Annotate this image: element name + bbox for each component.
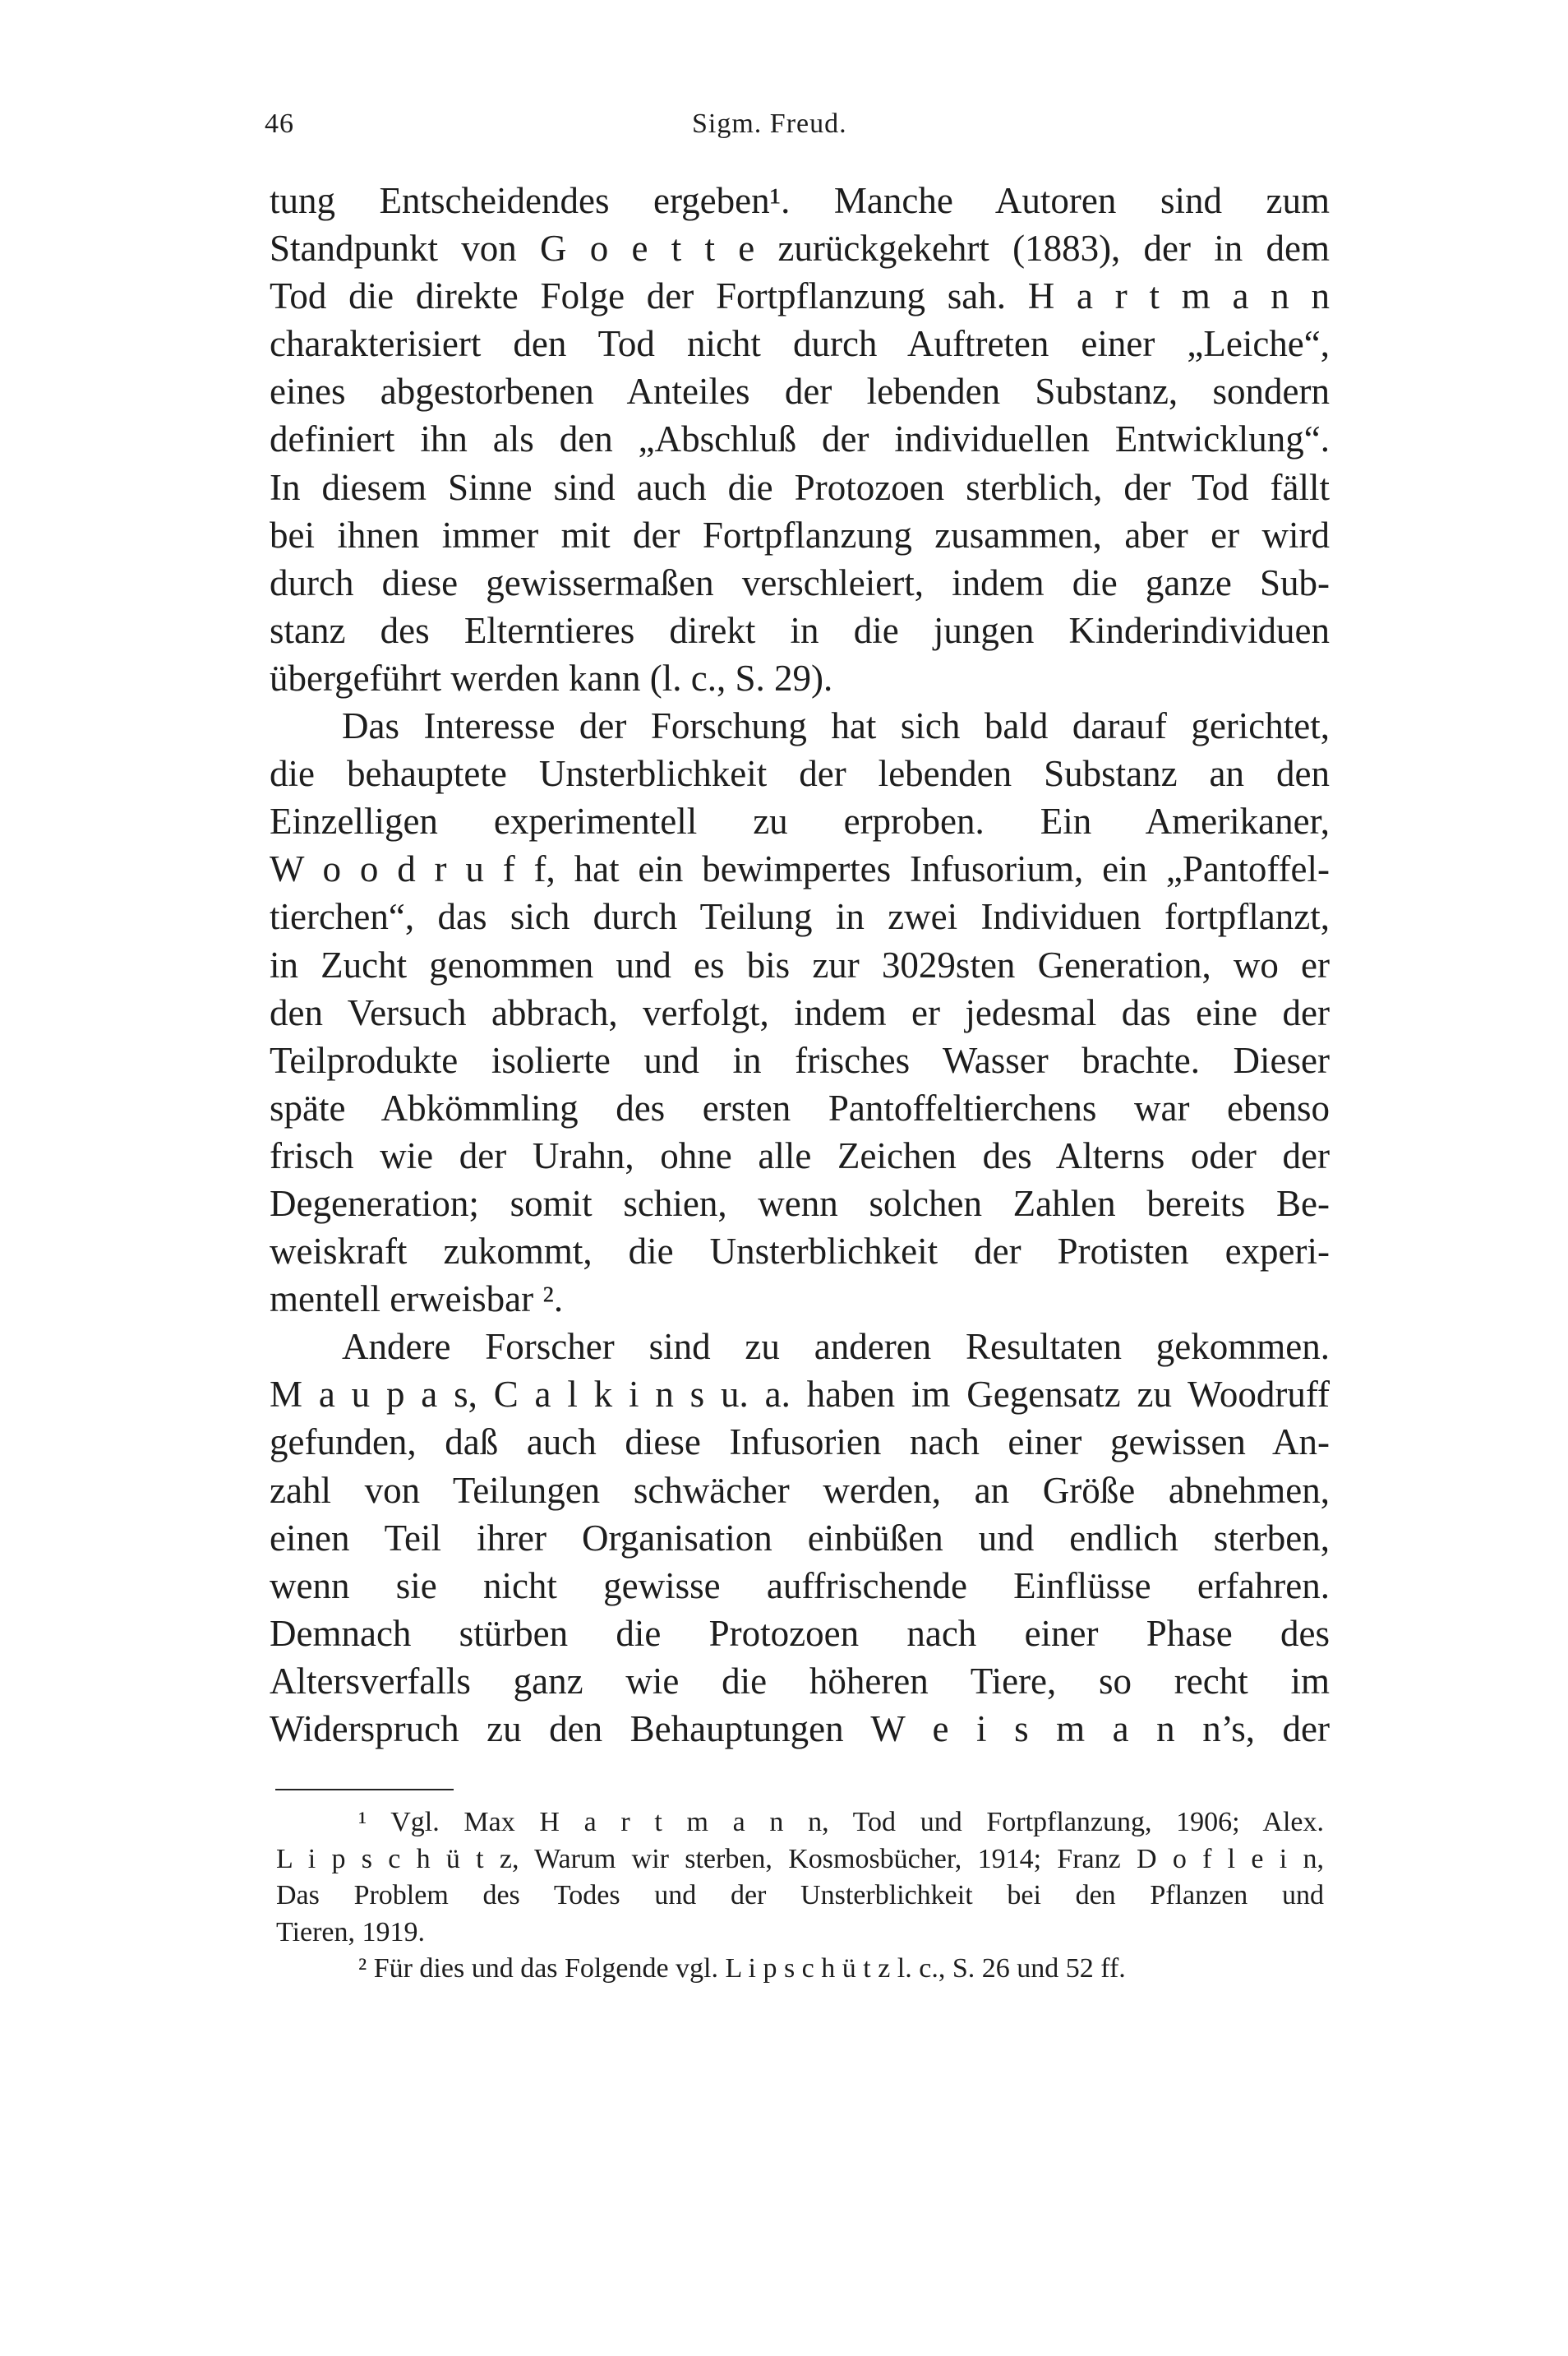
text-line: in Zucht genommen und es bis zur 3029sten Generation, wo er: [270, 944, 1330, 986]
text-line: frisch wie der Urahn, ohne alle Zeichen des Alterns oder der: [270, 1134, 1330, 1176]
text-line: zahl von Teilungen schwächer werden, an Größe abnehmen,: [270, 1469, 1330, 1511]
text-line: Degeneration; somit schien, wenn solchen Zahlen bereits Be-: [270, 1182, 1330, 1224]
text-line: weiskraft zukommt, die Unsterblichkeit der Protisten experi-: [270, 1231, 1330, 1273]
text-line: Standpunkt von G o e t t e zurückgekehrt (1883), der in dem: [270, 228, 1330, 270]
text-line: Tod die direkte Folge der Fortpflanzung sah. H a r t m a n n: [270, 275, 1330, 317]
page-header: [265, 109, 1325, 158]
running-head: Sigm. Freud.: [692, 109, 847, 139]
footnote-line: L i p s c h ü t z, Warum wir sterben, Kosmosbücher, 1914; Franz D o f l e i n,: [276, 1843, 1324, 1874]
text-line: den Versuch abbrach, verfolgt, indem er jedesmal das eine der: [270, 991, 1330, 1033]
text-line: wenn sie nicht gewisse auffrischende Einflüsse erfahren.: [270, 1564, 1330, 1606]
text-line: Einzelligen experimentell zu erproben. Ein Amerikaner,: [270, 801, 1330, 843]
text-line: die behauptete Unsterblichkeit der lebenden Substanz an den: [270, 753, 1330, 795]
text-line: In diesem Sinne sind auch die Protozoen sterblich, der Tod fällt: [270, 466, 1330, 508]
text-line: tierchen“, das sich durch Teilung in zwei Individuen fortpflanzt,: [270, 896, 1330, 938]
text-line: bei ihnen immer mit der Fortpflanzung zusammen, aber er wird: [270, 514, 1330, 556]
text-line: einen Teil ihrer Organisation einbüßen und endlich sterben,: [270, 1517, 1330, 1559]
footnotes: [276, 1804, 1324, 1988]
text-line: übergeführt werden kann (l. c., S. 29).: [270, 657, 833, 699]
text-line: tung Entscheidendes ergeben¹. Manche Autoren sind zum: [270, 180, 1330, 221]
text-line: gefunden, daß auch diese Infusorien nach einer gewissen An-: [270, 1421, 1330, 1463]
text-line: W o o d r u f f, hat ein bewimpertes Infusorium, ein „Pantoffel-: [270, 848, 1330, 890]
footnote-line: Tieren, 1919.: [276, 1916, 426, 1947]
paragraph-start-line: Andere Forscher sind zu anderen Resultaten gekommen.: [342, 1326, 1330, 1368]
text-line: eines abgestorbenen Anteiles der lebenden Substanz, sondern: [270, 371, 1330, 413]
text-line: stanz des Elterntieres direkt in die jungen Kinderindividuen: [270, 609, 1330, 651]
text-line: mentell erweisbar ².: [270, 1278, 564, 1320]
footnote-line: ¹ Vgl. Max H a r t m a n n, Tod und Fortpflanzung, 1906; Alex.: [358, 1807, 1324, 1837]
text-line: M a u p a s, C a l k i n s u. a. haben im Gegensatz zu Woodruff: [270, 1374, 1330, 1416]
footnote-line: ² Für dies und das Folgende vgl. L i p s c h ü t z l. c., S. 26 und 52 ff.: [358, 1953, 1126, 1984]
footnote-line: Das Problem des Todes und der Unsterblichkeit bei den Pflanzen und: [276, 1880, 1324, 1910]
text-line: charakterisiert den Tod nicht durch Auftreten einer „Leiche“,: [270, 323, 1330, 365]
main-text: [270, 177, 1330, 1753]
text-line: definiert ihn als den „Abschluß der individuellen Entwicklung“.: [270, 418, 1330, 460]
text-line: späte Abkömmling des ersten Pantoffeltierchens war ebenso: [270, 1087, 1330, 1129]
text-line: Demnach stürben die Protozoen nach einer Phase des: [270, 1612, 1330, 1654]
text-line: Widerspruch zu den Behauptungen W e i s m a n n’s, der: [270, 1708, 1330, 1749]
paragraph-start-line: Das Interesse der Forschung hat sich bald darauf gerichtet,: [342, 705, 1330, 747]
text-line: Altersverfalls ganz wie die höheren Tiere, so recht im: [270, 1660, 1330, 1702]
page-number: 46: [265, 109, 294, 139]
text-line: durch diese gewissermaßen verschleiert, indem die ganze Sub-: [270, 561, 1330, 603]
text-line: Teilprodukte isolierte und in frisches Wasser brachte. Dieser: [270, 1039, 1330, 1081]
footnote-divider: [275, 1789, 454, 1790]
